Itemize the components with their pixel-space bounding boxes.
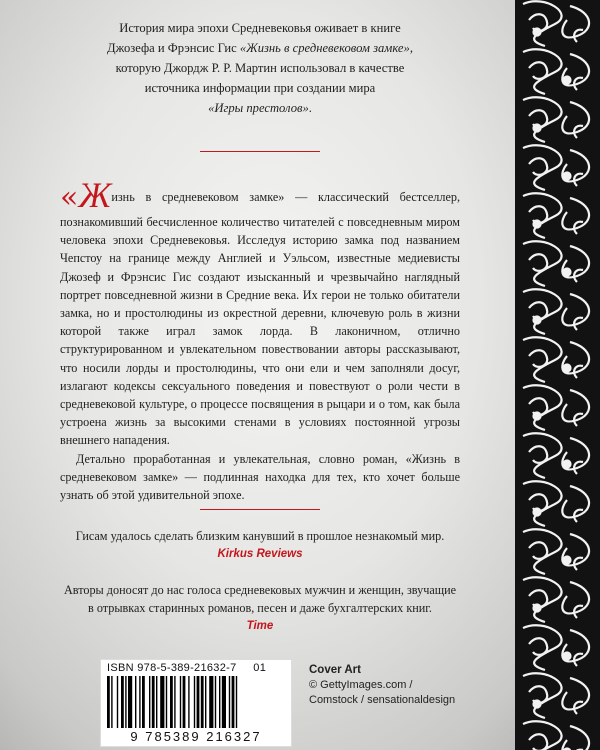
cover-art-credit — [309, 663, 479, 708]
barcode-bar — [142, 676, 145, 728]
divider-top — [200, 151, 320, 152]
barcode-bar — [125, 676, 126, 728]
ornament-scroll — [523, 385, 589, 430]
barcode-bar — [156, 676, 157, 728]
barcode-bar — [107, 676, 110, 728]
ornament-dot — [534, 221, 541, 228]
ornament-pattern-icon — [515, 0, 600, 750]
description-paragraph-1: «Жизнь в средневековом замке» — классический бестселлер, познакомивший бесчисленное количество читателей с повседневным миром человека эпохи Средневековья. Исследуя историю замка под названием Чепстоу на границе между Англией и Уэльсом, известные медиевисты Джозеф и Фрэнсис Гис создают изысканный и чрезвычайно наглядный портрет повседневной жизни в Средние века. Их герои не только обитатели замка, но и простолюдины из окрестной деревни, ключевую роль в жизни которой также играл замок лорда. В лаконичном, отлично структурированном и увлекательном повествовании авторы рассказывают, что носили лорды и простолюдины, что они ели и чем заполняли досуг, излагают кодексы сексуального поведения и повествуют о роли чести в средневековой культуре, о процессе посвящения в рыцари и о том, как была устроена жизнь за высокими стенами в условиях постоянной угрозы внешнего нападения. — [60, 175, 460, 448]
intro-line-1: История мира эпохи Средневековья оживает в книге — [119, 21, 401, 35]
barcode-bar — [194, 676, 195, 728]
ornament-scroll — [523, 481, 589, 526]
barcode-bar — [219, 676, 220, 728]
barcode-bar — [170, 676, 173, 728]
review-source: Kirkus Reviews — [217, 548, 303, 560]
ornament-scroll — [523, 337, 589, 382]
barcode-bar — [160, 676, 164, 728]
barcode-bar — [229, 676, 230, 728]
ornament-scroll — [523, 1, 589, 46]
barcode-bar — [149, 676, 150, 728]
barcode-bar — [117, 676, 118, 728]
ornament-dot — [564, 77, 571, 84]
description — [60, 175, 460, 504]
cover-art-line-2: Comstock / sensationaldesign — [309, 694, 456, 706]
barcode-bar — [183, 676, 186, 728]
isbn-label: ISBN 978-5-389-21632-7 01 — [107, 662, 267, 674]
barcode-bar — [135, 676, 136, 728]
barcode-bar — [128, 676, 132, 728]
ornament-dot — [564, 365, 571, 372]
ornament-dot — [534, 29, 541, 36]
intro-line-5: «Игры престолов». — [208, 101, 312, 115]
barcode-bar — [232, 676, 235, 728]
ornament-dot — [534, 413, 541, 420]
barcode-bar — [174, 676, 175, 728]
barcode-bar — [205, 676, 206, 728]
barcode-digits: 9 785389 216327 — [130, 729, 262, 744]
barcode-bar — [188, 676, 189, 728]
intro-line-2: Джозефа и Фрэнсис Гис «Жизнь в средневековом замке», — [107, 41, 413, 55]
ornament-scroll — [523, 145, 589, 190]
barcode-bar — [111, 676, 112, 728]
review-quotes — [60, 527, 460, 653]
dropcap-letter: Ж — [78, 175, 112, 215]
description-paragraph-2: Детально проработанная и увлекательная, словно роман, «Жизнь в средневековом замке» — подлинная находка для тех, кто хочет больше узнать об этой удивительной эпохе. — [60, 451, 460, 503]
ornament-dot — [564, 461, 571, 468]
barcode-bar — [180, 676, 181, 728]
isbn-barcode — [100, 659, 292, 747]
ornament-dot — [564, 269, 571, 276]
cover-art-line-1: © GettyImages.com / — [309, 679, 413, 691]
series-title: «Игры престолов» — [208, 101, 309, 115]
barcode-bar — [197, 676, 200, 728]
ornament-scroll — [523, 721, 589, 750]
isbn-addon: 01 — [253, 662, 267, 674]
ornament-scroll — [523, 241, 589, 286]
cover-art-title: Cover Art — [309, 664, 361, 676]
review-quote — [60, 581, 460, 635]
review-quote-text: Гисам удалось сделать близким канувший в прошлое незнакомый мир. — [75, 529, 445, 543]
book-title: «Жизнь в средневековом замке» — [239, 41, 410, 55]
ornament-scroll — [523, 289, 589, 334]
ornament-dot — [534, 125, 541, 132]
ornament-dot — [534, 701, 541, 708]
review-quote — [60, 527, 460, 563]
intro-blurb — [65, 18, 455, 118]
divider-bottom — [200, 509, 320, 510]
barcode-bar — [236, 676, 237, 728]
barcode-bar — [222, 676, 226, 728]
ornament-dot — [564, 557, 571, 564]
ornament-scroll — [523, 577, 589, 622]
intro-line-3: которую Джордж Р. Р. Мартин использовал в качестве — [115, 61, 405, 75]
ornament-dot — [534, 509, 541, 516]
barcode-bar — [201, 676, 204, 728]
ornament-scroll — [523, 673, 589, 718]
barcode-bar — [215, 676, 216, 728]
ornament-scroll — [523, 433, 589, 478]
ornament-scroll — [523, 97, 589, 142]
review-quote-text: Авторы доносят до нас голоса средневековых мужчин и женщин, звучащие в отрывках старинных романов, песен и даже бухгалтерских книг. — [63, 583, 457, 615]
barcode-bar — [139, 676, 140, 728]
barcode-bar — [152, 676, 155, 728]
ornament-scroll — [523, 625, 589, 670]
ornament-scroll — [523, 193, 589, 238]
dropcap-quote: « — [60, 180, 79, 215]
barcode-bar — [121, 676, 124, 728]
ornament-dot — [564, 173, 571, 180]
intro-line-4: источника информации при создании мира — [144, 81, 376, 95]
ornament-dot — [564, 653, 571, 660]
ornament-dot — [534, 317, 541, 324]
ornament-scroll — [523, 49, 589, 94]
ornament-scroll — [523, 529, 589, 574]
barcode-bar — [209, 676, 213, 728]
ornamental-border — [515, 0, 600, 750]
review-source: Time — [246, 620, 274, 632]
ornament-dot — [534, 605, 541, 612]
barcode-bars — [107, 676, 285, 728]
barcode-bar — [166, 676, 167, 728]
